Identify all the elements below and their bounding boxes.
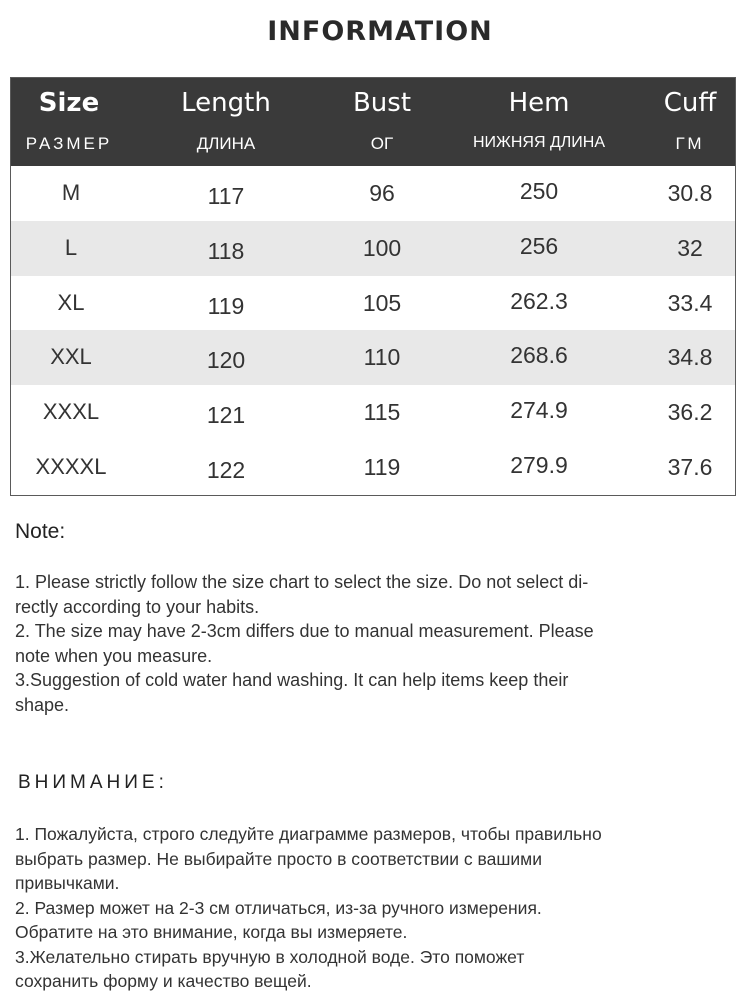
cell-cuff: 37.6: [667, 453, 713, 480]
header-hem-ru: НИЖНЯЯ ДЛИНА: [473, 134, 605, 151]
cell-size: XXXL: [42, 399, 100, 425]
table-row: [11, 221, 735, 276]
note-line: 1. Please strictly follow the size chart to select the size. Do not select di-: [15, 572, 589, 592]
header-size-ru: РАЗМЕР: [25, 134, 113, 153]
cell-cuff: 36.2: [667, 399, 713, 426]
cell-bust: 110: [363, 344, 401, 371]
header-bust: [326, 78, 438, 166]
cell-length: 117: [207, 183, 245, 209]
note-line: 3.Suggestion of cold water hand washing. It can help items keep their: [15, 670, 569, 690]
cell-cuff: 34.8: [667, 344, 713, 371]
note-body: [15, 570, 735, 717]
cell-size: XXL: [50, 344, 92, 370]
cell-bust: 100: [362, 234, 402, 261]
ru-note-line: 1. Пожалуйста, строго следуйте диаграмме размеров, чтобы правильно: [15, 824, 602, 844]
header-cuff: [643, 78, 737, 166]
cell-length: 122: [206, 456, 246, 483]
size-chart-table: [10, 77, 736, 496]
note-line: 2. The size may have 2-3cm differs due to manual measurement. Please: [15, 621, 594, 641]
cell-cuff: 33.4: [667, 289, 713, 316]
header-length-ru: ДЛИНА: [196, 134, 256, 153]
table-row: [11, 385, 735, 440]
cell-hem: 279.9: [510, 451, 568, 478]
cell-hem: 262.3: [510, 287, 568, 314]
header-length: [161, 78, 291, 166]
cell-hem: 250: [519, 178, 559, 204]
note-heading: Note:: [15, 520, 66, 543]
cell-bust: 119: [363, 453, 401, 480]
header-hem: [460, 78, 618, 166]
table-header: [11, 78, 735, 166]
ru-note-body: [15, 822, 740, 994]
ru-note-line: 2. Размер может на 2-3 см отличаться, из-за ручного измерения.: [15, 897, 542, 918]
table-row: [11, 276, 735, 331]
header-cuff-en: Cuff: [663, 88, 717, 118]
cell-bust: 115: [363, 399, 401, 426]
page-title: INFORMATION: [267, 16, 493, 47]
note-line: rectly according to your habits.: [15, 596, 260, 617]
cell-hem: 274.9: [510, 397, 568, 424]
cell-cuff: 30.8: [667, 180, 713, 206]
ru-note-line: выбрать размер. Не выбирайте просто в соответствии с вашими: [15, 848, 542, 869]
cell-length: 119: [207, 292, 245, 319]
cell-size: L: [64, 234, 78, 260]
header-bust-ru: ОГ: [370, 134, 394, 153]
table-row: [11, 330, 735, 385]
cell-size: M: [61, 180, 81, 205]
cell-size: XXXXL: [35, 453, 107, 479]
note-line: note when you measure.: [15, 645, 213, 666]
header-length-en: Length: [181, 88, 271, 118]
header-cuff-ru: ГМ: [675, 134, 705, 153]
cell-bust: 105: [362, 289, 402, 316]
ru-note-line: привычками.: [15, 873, 120, 893]
header-size-en: Size: [38, 88, 100, 118]
note-line: shape.: [15, 694, 70, 715]
cell-hem: 256: [519, 232, 559, 259]
header-size: [11, 78, 127, 166]
header-bust-en: Bust: [352, 88, 412, 118]
ru-note-line: 3.Желательно стирать вручную в холодной воде. Это поможет: [15, 946, 525, 967]
table-row: [11, 166, 735, 221]
table-row: [11, 440, 735, 495]
cell-cuff: 32: [677, 234, 703, 261]
cell-hem: 268.6: [510, 342, 568, 369]
cell-length: 121: [206, 402, 246, 429]
header-hem-en: Hem: [508, 88, 570, 118]
cell-length: 120: [206, 347, 246, 374]
cell-size: XL: [57, 289, 85, 315]
ru-note-line: Обратите на это внимание, когда вы измеряете.: [15, 922, 408, 942]
cell-length: 118: [207, 237, 245, 264]
cell-bust: 96: [369, 180, 395, 206]
ru-note-heading: ВНИМАНИЕ:: [18, 772, 168, 793]
ru-note-line: сохранить форму и качество вещей.: [15, 971, 312, 991]
